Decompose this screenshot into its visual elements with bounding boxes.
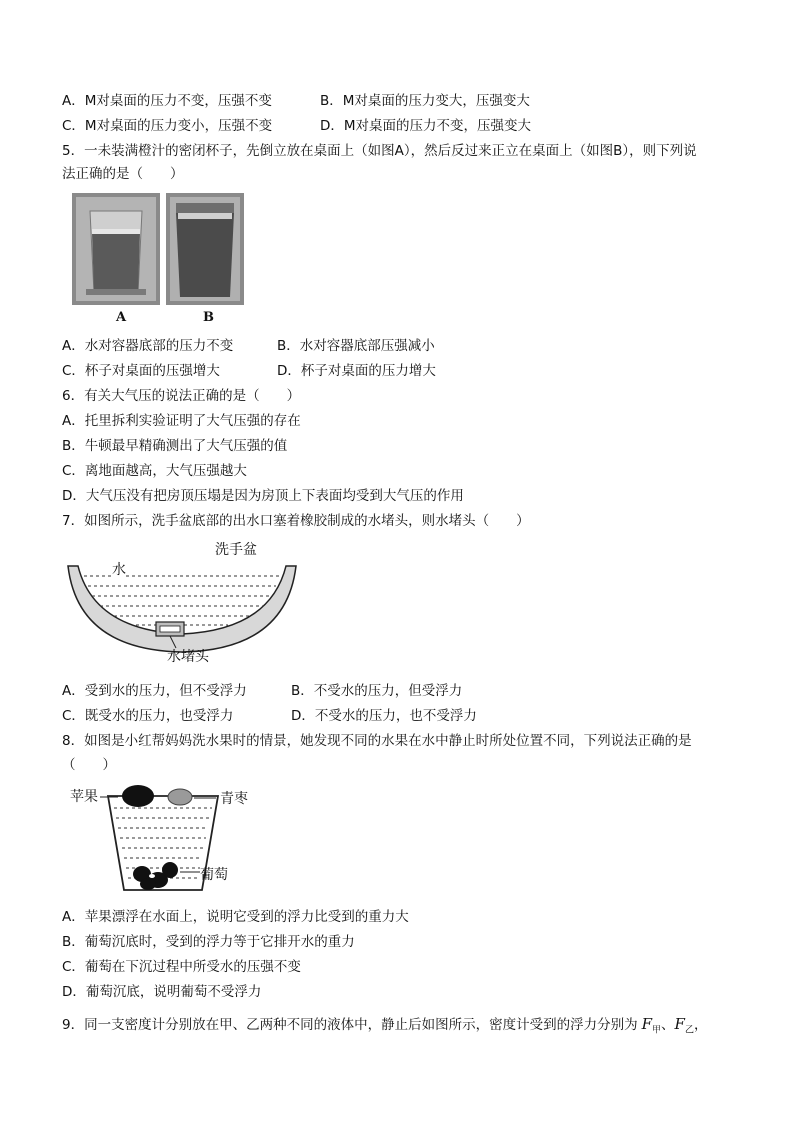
q7-label-plug: 水堵头: [167, 649, 209, 665]
q5-stem-line2: 法正确的是（ ）: [62, 166, 184, 182]
q5-stem-line1: 5．一未装满橙汁的密闭杯子，先倒立放在桌面上（如图A），然后反过来正立在桌面上（如图B），则下列说: [62, 143, 697, 159]
q7-label-basin: 洗手盆: [215, 542, 257, 558]
q9-force-2: F: [674, 1015, 685, 1033]
q7-option-c: C．既受水的压力，也受浮力: [62, 708, 234, 724]
q5-option-b: B．水对容器底部压强减小: [277, 338, 435, 354]
q8-option-c: C．葡萄在下沉过程中所受水的压强不变: [62, 959, 301, 975]
q8-option-b: B．葡萄沉底时，受到的浮力等于它排开水的重力: [62, 934, 355, 950]
q9-end: ，: [693, 1017, 708, 1033]
q5-figure-cup-b: [166, 193, 244, 309]
q4-option-d: D．M对桌面的压力不变，压强变大: [320, 118, 532, 134]
q6-option-a: A．托里拆利实验证明了大气压强的存在: [62, 413, 301, 429]
q9-force-2-sub: 乙: [684, 1025, 694, 1036]
q8-option-a: A．苹果漂浮在水面上，说明它受到的浮力比受到的重力大: [62, 909, 409, 925]
q5-figure-label-a: A: [116, 310, 127, 325]
q8-stem-line2: （ ）: [62, 757, 116, 773]
q7-stem: 7．如图所示，洗手盆底部的出水口塞着橡胶制成的水堵头，则水堵头（ ）: [62, 513, 530, 529]
q6-option-c: C．离地面越高，大气压强越大: [62, 463, 247, 479]
q4-option-c: C．M对桌面的压力变小，压强不变: [62, 118, 273, 134]
q9-stem-text: 9．同一支密度计分别放在甲、乙两种不同的液体中，静止后如图所示，密度计受到的浮力分别为: [62, 1017, 638, 1033]
q7-option-d: D．不受水的压力，也不受浮力: [291, 708, 477, 724]
q8-stem-line1: 8．如图是小红帮妈妈洗水果时的情景，她发现不同的水果在水中静止时所处位置不同，下列说法正确的是: [62, 733, 692, 749]
q7-label-water: 水: [112, 562, 126, 578]
q5-figure-cup-a: [72, 193, 160, 309]
q5-figure-label-b: B: [203, 310, 214, 325]
q6-stem: 6．有关大气压的说法正确的是（ ）: [62, 388, 301, 404]
q4-option-b: B．M对桌面的压力变大，压强变大: [320, 93, 530, 109]
q5-option-c: C．杯子对桌面的压强增大: [62, 363, 220, 379]
q9-force-1-sub: 甲: [652, 1025, 662, 1036]
q8-label-grape: 葡萄: [200, 867, 228, 883]
q8-label-jujube: 青枣: [220, 791, 248, 807]
q5-option-a: A．水对容器底部的压力不变: [62, 338, 234, 354]
q8-figure-leaders: [180, 790, 220, 880]
q4-option-a: A．M对桌面的压力不变，压强不变: [62, 93, 272, 109]
q9-separator: 、: [661, 1017, 675, 1033]
q5-option-d: D．杯子对桌面的压力增大: [277, 363, 436, 379]
q8-option-d: D．葡萄沉底，说明葡萄不受浮力: [62, 984, 262, 1000]
q6-option-b: B．牛顿最早精确测出了大气压强的值: [62, 438, 288, 454]
q9-force-1: F: [641, 1015, 653, 1033]
q8-figure-leader-apple: [100, 794, 120, 800]
q8-label-apple: 苹果: [70, 789, 98, 805]
q6-option-d: D．大气压没有把房顶压塌是因为房顶上下表面均受到大气压的作用: [62, 488, 464, 504]
q7-option-b: B．不受水的压力，但受浮力: [291, 683, 463, 699]
q7-option-a: A．受到水的压力，但不受浮力: [62, 683, 247, 699]
q9-stem: [62, 1015, 707, 1040]
